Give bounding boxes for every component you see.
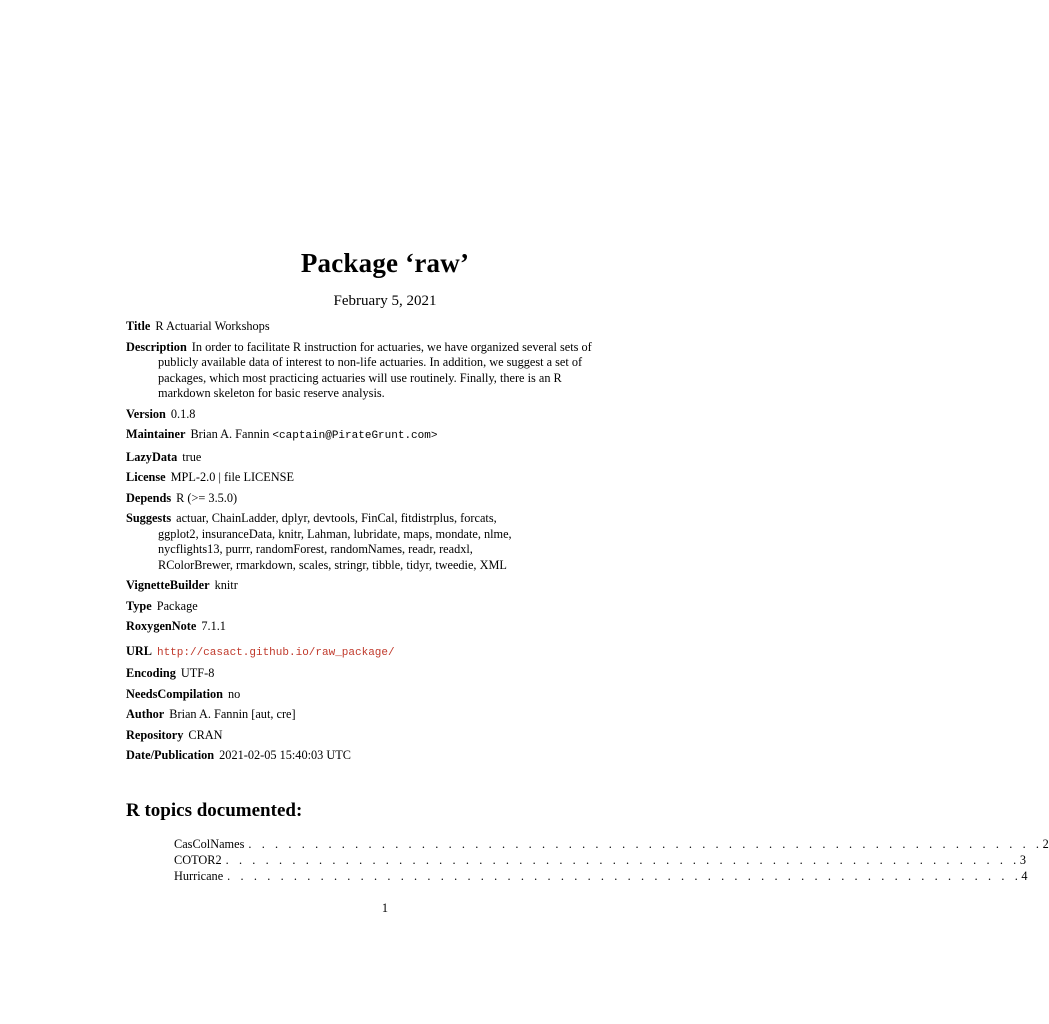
topics-list (174, 836, 1049, 884)
field-value: true (182, 449, 202, 464)
package-date: February 5, 2021 (333, 293, 437, 309)
field-key: Suggests (126, 511, 172, 525)
field-value: In order to facilitate R instruction for actuaries, we have organized several sets of publicly available data of interest to non-life actuaries. In addition, we suggest a set of packages, which most practicing actuaries will use routinely. Finally, there is an R markdown skeleton for basic reserve analysis. (158, 339, 592, 400)
field-value: Brian A. Fannin [aut, cre] (169, 707, 296, 721)
package-title: Package ‘raw’ (300, 248, 470, 278)
field-value: R Actuarial Workshops (155, 319, 270, 333)
field-key: License (126, 470, 166, 484)
field-key: Encoding (126, 666, 176, 680)
field-key: Repository (126, 727, 184, 742)
field-key: VignetteBuilder (126, 578, 210, 592)
field-key: Description (126, 339, 187, 354)
toc-entry-name: CasColNames (174, 837, 245, 851)
field-suggests (126, 511, 518, 573)
field-key: Date/Publication (126, 748, 215, 762)
field-version (126, 407, 596, 423)
field-value: CRAN (188, 727, 223, 742)
toc-entry-name: Hurricane (174, 869, 224, 883)
field-maintainer (126, 427, 596, 445)
field-license (126, 470, 596, 486)
field-value: 2021-02-05 15:40:03 UTC (219, 748, 351, 762)
field-key: Type (126, 598, 152, 613)
toc-entry[interactable] (174, 868, 1028, 884)
field-value: UTF-8 (180, 666, 215, 680)
toc-entry-page: 2 (1042, 837, 1049, 851)
field-key: NeedsCompilation (126, 686, 224, 701)
field-vignettebuilder (126, 578, 596, 594)
field-roxygennote (126, 619, 596, 635)
field-value: 0.1.8 (170, 406, 196, 421)
field-encoding (126, 666, 596, 682)
field-key: Version (126, 406, 166, 421)
topics-heading: R topics documented: (126, 800, 303, 821)
field-key: URL (126, 643, 152, 658)
toc-leader-dots: . . . . . . . . . . . . . . . . . . . . . . . . . . . . . . . . . . . . . . . . . . . . . . . . . . . . . . . . . . . . (225, 853, 1020, 867)
toc-entry-page: 3 (1019, 853, 1026, 867)
toc-leader-dots: . . . . . . . . . . . . . . . . . . . . . . . . . . . . . . . . . . . . . . . . . . . . . . . . . . . . . . . . . . . . (248, 837, 1043, 851)
field-description (126, 340, 596, 402)
field-value: Package (156, 598, 198, 613)
field-title (126, 319, 596, 335)
field-date-publication (126, 748, 596, 764)
field-value: R (>= 3.5.0) (176, 490, 238, 505)
toc-entry-name: COTOR2 (174, 853, 222, 867)
toc-entry[interactable] (174, 852, 1026, 868)
field-key: LazyData (126, 449, 178, 464)
field-key: RoxygenNote (126, 619, 197, 633)
field-value: knitr (214, 578, 238, 592)
field-key: Depends (126, 490, 172, 505)
field-value: actuar, ChainLadder, dplyr, devtools, FinCal, fitdistrplus, forcats, ggplot2, insuranceData, knitr, Lahman, lubridate, maps, mondate, nlme, nycflights13, purrr, randomForest, randomNames, readr, readxl, RColorBrewer, rmarkdown, scales, stringr, tibble, tidyr, tweedie, XML (158, 511, 512, 572)
field-url (126, 644, 596, 662)
maintainer-email: <captain@PirateGrunt.com> (272, 430, 438, 442)
field-depends (126, 491, 596, 507)
toc-entry[interactable] (174, 836, 1049, 852)
field-type (126, 599, 596, 615)
field-repository (126, 728, 596, 744)
field-value: MPL-2.0 | file LICENSE (170, 470, 294, 484)
field-value: Brian A. Fannin (190, 427, 273, 441)
toc-leader-dots: . . . . . . . . . . . . . . . . . . . . . . . . . . . . . . . . . . . . . . . . . . . . . . . . . . . . . . . . . . . . (227, 869, 1022, 883)
field-value: 7.1.1 (201, 619, 226, 633)
field-value: no (228, 686, 241, 701)
field-key: Title (126, 319, 151, 333)
package-url-link[interactable]: http://casact.github.io/raw_package/ (156, 646, 395, 659)
package-fields (126, 319, 596, 769)
field-key: Author (126, 707, 165, 721)
toc-entry-page: 4 (1021, 869, 1028, 883)
field-needscompilation (126, 687, 596, 703)
page-number: 1 (381, 901, 389, 915)
field-lazydata (126, 450, 596, 466)
field-key: Maintainer (126, 427, 186, 441)
field-author (126, 707, 596, 723)
